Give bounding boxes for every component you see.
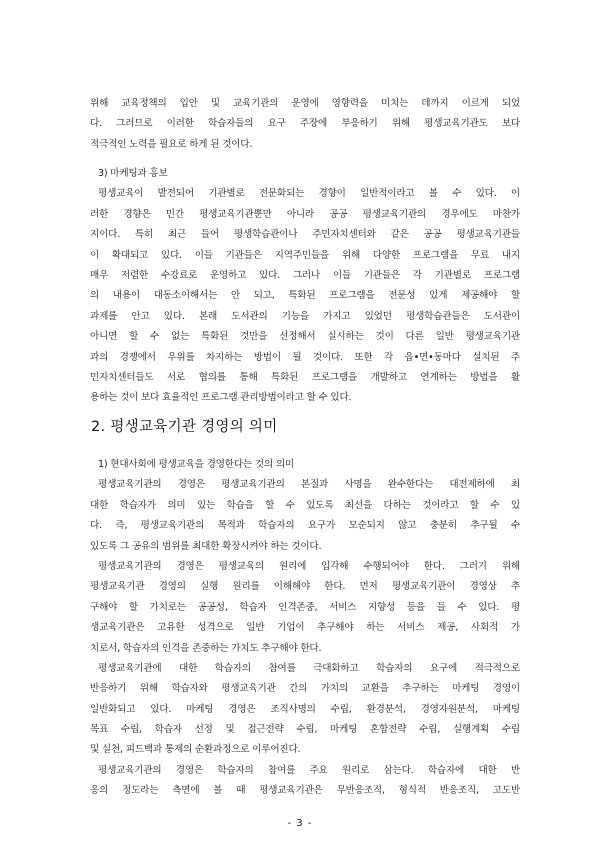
text-line: 치로서, 학습자의 인격을 존중하는 가치도 추구해야 한다. xyxy=(90,642,322,654)
text-line: 평생교육기관 경영의 실행 원리를 이해해야 한다. 먼저 평생교육기관이 경영상 추 xyxy=(90,581,520,593)
text-line: 다. 그러므로 이러한 학습자들의 요구 주장에 부응하기 위해 평생교육기관도 보다 xyxy=(90,118,520,130)
text-line: 평생교육이 발전되어 기관별로 전문화되는 경향이 일반적이라고 볼 수 있다. 이 xyxy=(98,188,520,200)
text-line: 평생교육기관의 경영은 평생교육기관의 본질과 사명을 완수한다는 대전제하에 최 xyxy=(98,479,520,491)
text-line: 목표 수립, 학습자 선정 및 접근전략 수립, 마케팅 혼합전략 수립, 실행계획 수립 xyxy=(90,724,520,736)
page-number: - 3 - xyxy=(287,818,313,829)
text-line: 반응하기 위해 학습자와 평생교육기관 간의 가치의 교환을 추구하는 마케팅 경영이 xyxy=(90,683,520,695)
text-line: 민자치센터들도 서로 협의를 통해 특화된 프로그램을 개발하고 연계하는 방법을 활 xyxy=(90,371,520,383)
text-line: 과의 경쟁에서 우위를 차지하는 방법이 될 것이다. 또한 각 읍•면•동마다 설치된 주 xyxy=(90,351,520,363)
text-line: 러한 경향은 민간 평생교육기관뿐만 아니라 공공 평생교육기관의 경우에도 마찬가 xyxy=(90,208,520,220)
text-line: 의 내용이 대동소이해서는 안 되고, 특화된 프로그램을 전문성 있게 제공해야 할 xyxy=(90,290,520,302)
text-line: 평생교육기관에 대한 학습자의 참여를 극대화하고 학습자의 요구에 적극적으로 xyxy=(98,662,520,674)
text-line: 위해 교육정책의 입안 및 교육기관의 운영에 영향력을 미치는 데까지 이르게 되었 xyxy=(90,98,520,109)
section-heading: 2. 평생교육기관 경영의 의미 xyxy=(91,419,278,435)
text-line: 적극적인 노력을 필요로 하게 된 것이다. xyxy=(90,138,253,150)
subsection-title: 3) 마케팅과 홍보 xyxy=(98,168,168,179)
text-line: 매우 저렴한 수강료로 운영하고 있다. 그러나 이들 기관들은 각 기관별로 프로그램 xyxy=(90,269,520,281)
text-line: 아니면 할 수 없는 특화된 것만을 선정해서 실시하는 것이 다른 일반 평생교육기관 xyxy=(90,331,520,343)
subsection-body xyxy=(90,455,520,802)
subsection-title: 1) 현대사회에 평생교육을 경영한다는 것의 의미 xyxy=(98,459,294,470)
text-line: 용하는 것이 보다 효율적인 프로그램 관리방법이라고 할 수 있다. xyxy=(90,392,352,404)
text-line: 구해야 할 가치로는 공공성, 학습자 인격존중, 서비스 지향성 등을 들 수 있다. 평 xyxy=(90,601,520,613)
marketing-section xyxy=(90,164,520,409)
text-line: 일반화되고 있다. 마케팅 경영은 조직사명의 수립, 환경분석, 경영자원분석, 마케팅 xyxy=(90,703,520,715)
text-line: 과제를 안고 있다. 본래 도서관의 기능을 가지고 있었던 평생학습관들은 도서관이 xyxy=(90,310,520,322)
text-line: 응의 정도라는 측면에 볼 때 평생교육기관은 무반응조직, 형식적 반응조직, 고도반 xyxy=(90,785,520,797)
text-line: 지이다. 특히 최근 들어 평생학습관이나 주민자치센터와 같은 공공 평생교육기관들 xyxy=(90,229,520,241)
text-line: 있도록 그 공유의 범위를 최대한 확장시켜야 하는 것이다. xyxy=(90,540,322,552)
text-line: 다. 즉, 평생교육기관의 목적과 학습자의 요구가 모순되지 않고 충분히 추구될 수 xyxy=(90,520,520,532)
text-line: 평생교육기관의 경영은 학습자의 참여를 주요 원리로 삼는다. 학습자에 대한 반 xyxy=(98,764,520,776)
text-line: 생교육기관은 고유한 성격으로 일반 기업이 추구해야 하는 서비스 제공, 사회적 가 xyxy=(90,622,520,634)
text-line: 평생교육기관의 경영은 평생교육의 원리에 입각해 수행되어야 한다. 그러기 위해 xyxy=(98,560,520,572)
text-line: 대한 학습자가 의미 있는 학습을 할 수 있도록 최선을 다하는 것이라고 할 수 있 xyxy=(90,499,520,511)
text-line: 이 확대되고 있다. 이들 기관들은 지역주민들을 위해 다양한 프로그램을 무료 내지 xyxy=(90,249,520,261)
text-line: 및 실천, 피드백과 통제의 순환과정으로 이루어진다. xyxy=(90,744,301,756)
top-paragraph xyxy=(90,94,520,155)
